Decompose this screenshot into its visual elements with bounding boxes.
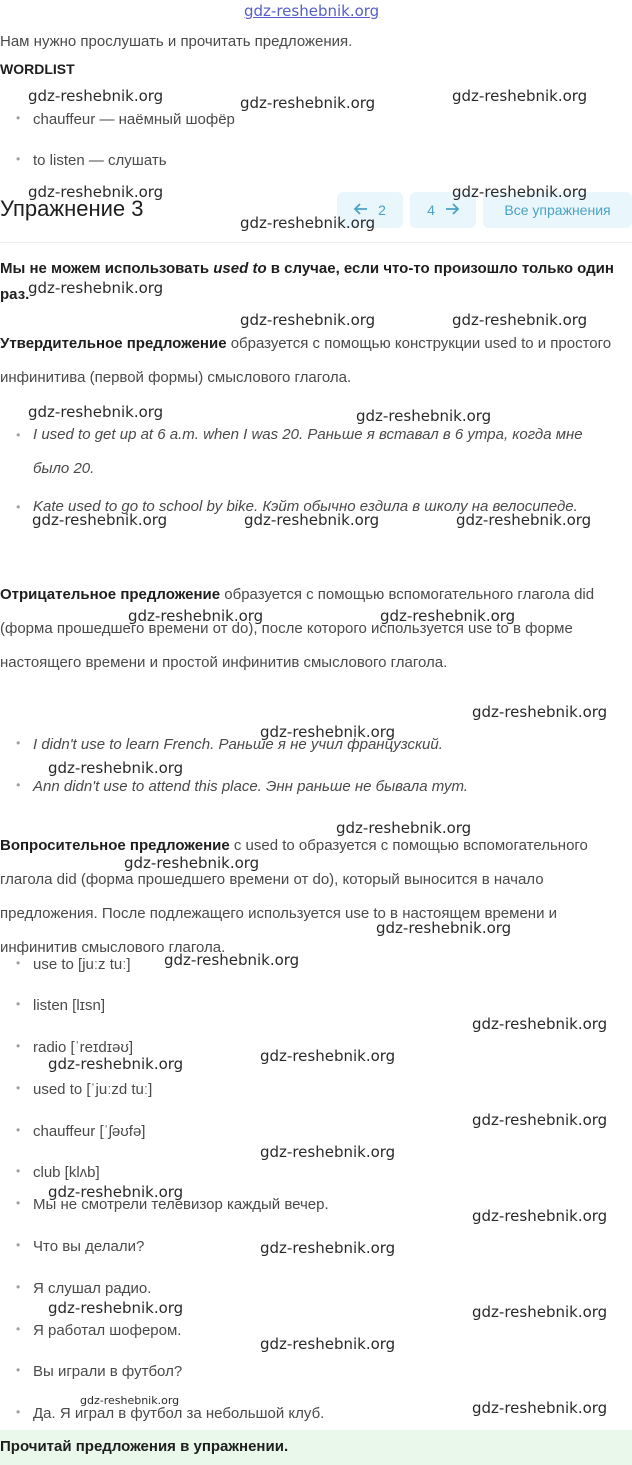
footer-bar: [0, 1430, 632, 1465]
watermark: gdz-reshebnik.org: [48, 1183, 184, 1201]
translation-item: • Да. Я играл в футбол за небольшой клуб.: [16, 1405, 324, 1422]
watermark: gdz-reshebnik.org: [240, 214, 376, 232]
all-exercises-label: Все упражнения: [504, 202, 611, 218]
prev-exercise-label: 2: [378, 202, 386, 218]
exercise-title: Упражнение 3: [0, 196, 144, 221]
pronunciation-item: • radio [ˈreɪdɪəʊ]: [16, 1039, 133, 1056]
watermark: gdz-reshebnik.org: [240, 94, 376, 112]
watermark: gdz-reshebnik.org: [48, 1055, 184, 1073]
affirmative-example: • Kate used to go to school by bike. Кэйт обычно ездила в школу на велосипеде.: [16, 494, 616, 520]
watermark: gdz-reshebnik.org: [472, 1207, 608, 1225]
translation-item: • Я слушал радио.: [16, 1280, 151, 1297]
watermark: gdz-reshebnik.org: [472, 703, 608, 721]
watermark: gdz-reshebnik.org: [128, 607, 264, 625]
watermark: gdz-reshebnik.org: [380, 607, 516, 625]
next-exercise-label: 4: [427, 202, 435, 218]
translation-item: • Я работал шофером.: [16, 1322, 181, 1339]
watermark: gdz-reshebnik.org: [260, 1335, 396, 1353]
watermark: gdz-reshebnik.org: [472, 1303, 608, 1321]
watermark: gdz-reshebnik.org: [472, 1015, 608, 1033]
watermark: gdz-reshebnik.org: [28, 403, 164, 421]
watermark: gdz-reshebnik.org: [240, 311, 376, 329]
watermark: gdz-reshebnik.org: [376, 919, 512, 937]
watermark: gdz-reshebnik.org: [472, 1111, 608, 1129]
intro-text: Нам нужно прослушать и прочитать предложения.: [0, 33, 353, 50]
question-paragraph: Вопросительное предложение с used to образуется с помощью вспомогательного глагола did (форма прошедшего времени от do), который выносится в начало предложения. После подлежащего используется use to в настоящем времени и инфинитив смыслового глагола.: [0, 837, 588, 956]
watermark: gdz-reshebnik.org: [472, 1399, 608, 1417]
pronunciation-item: • chauffeur [ˈʃəʊfə]: [16, 1123, 145, 1140]
translation-item: • Вы играли в футбол?: [16, 1363, 182, 1380]
divider: [0, 242, 632, 243]
watermark: gdz-reshebnik.org: [164, 951, 300, 969]
wordlist-item: • chauffeur — наёмный шофёр: [16, 111, 235, 128]
footer-text: Прочитай предложения в упражнении.: [0, 1438, 289, 1455]
watermark: gdz-reshebnik.org: [28, 183, 164, 201]
negative-paragraph: Отрицательное предложение образуется с помощью вспомогательного глагола did (форма прошедшего времени от do), после которого используется use to в форме настоящего времени и простой инфинитив смыслового глагола.: [0, 586, 595, 671]
watermark: gdz-reshebnik.org: [260, 1047, 396, 1065]
translation-item: • Мы не смотрели телевизор каждый вечер.: [16, 1196, 329, 1213]
pronunciation-item: • listen [lɪsn]: [16, 997, 105, 1014]
negative-example: • I didn't use to learn French. Раньше я не учил французский.: [16, 736, 443, 753]
watermark: gdz-reshebnik.org: [356, 407, 492, 425]
pronunciation-item: • club [klʌb]: [16, 1164, 100, 1181]
watermark: gdz-reshebnik.org: [244, 511, 380, 529]
watermark: gdz-reshebnik.org: [32, 511, 168, 529]
watermark: gdz-reshebnik.org: [336, 819, 472, 837]
watermark: gdz-reshebnik.org: [260, 1143, 396, 1161]
watermark: gdz-reshebnik.org: [48, 1299, 184, 1317]
wordlist-item: • to listen — слушать: [16, 152, 167, 169]
arrow-right-icon: [445, 202, 459, 218]
watermark: gdz-reshebnik.org: [48, 759, 184, 777]
watermark: gdz-reshebnik.org: [452, 311, 588, 329]
wordlist-title: WORDLIST: [0, 61, 75, 77]
watermark: gdz-reshebnik.org: [28, 87, 164, 105]
pronunciation-item: • used to [ˈjuːzd tuː]: [16, 1081, 152, 1098]
watermark: gdz-reshebnik.org: [260, 723, 396, 741]
watermark: gdz-reshebnik.org: [456, 511, 592, 529]
watermark: gdz-reshebnik.org: [28, 279, 164, 297]
watermark: gdz-reshebnik.org: [452, 183, 588, 201]
rule-note: Мы не можем использовать used to в случае, если что-то произошло только один раз.: [0, 260, 614, 303]
translation-item: • Что вы делали?: [16, 1238, 144, 1255]
watermark: gdz-reshebnik.org: [452, 87, 588, 105]
watermark-top[interactable]: gdz-reshebnik.org: [244, 2, 380, 20]
pronunciation-item: • use to [juːz tuː]: [16, 956, 131, 973]
negative-example: • Ann didn't use to attend this place. Энн раньше не бывала тут.: [16, 778, 468, 795]
watermark: gdz-reshebnik.org: [124, 854, 260, 872]
watermark: gdz-reshebnik.org: [80, 1394, 180, 1407]
affirmative-paragraph: Утвердительное предложение образуется с помощью конструкции used to и простого инфинитива (первой формы) смыслового глагола.: [0, 335, 612, 386]
watermark: gdz-reshebnik.org: [260, 1239, 396, 1257]
affirmative-example: • I used to get up at 6 a.m. when I was 20. Раньше я вставал в 6 утра, когда мне было 20.: [16, 418, 616, 486]
